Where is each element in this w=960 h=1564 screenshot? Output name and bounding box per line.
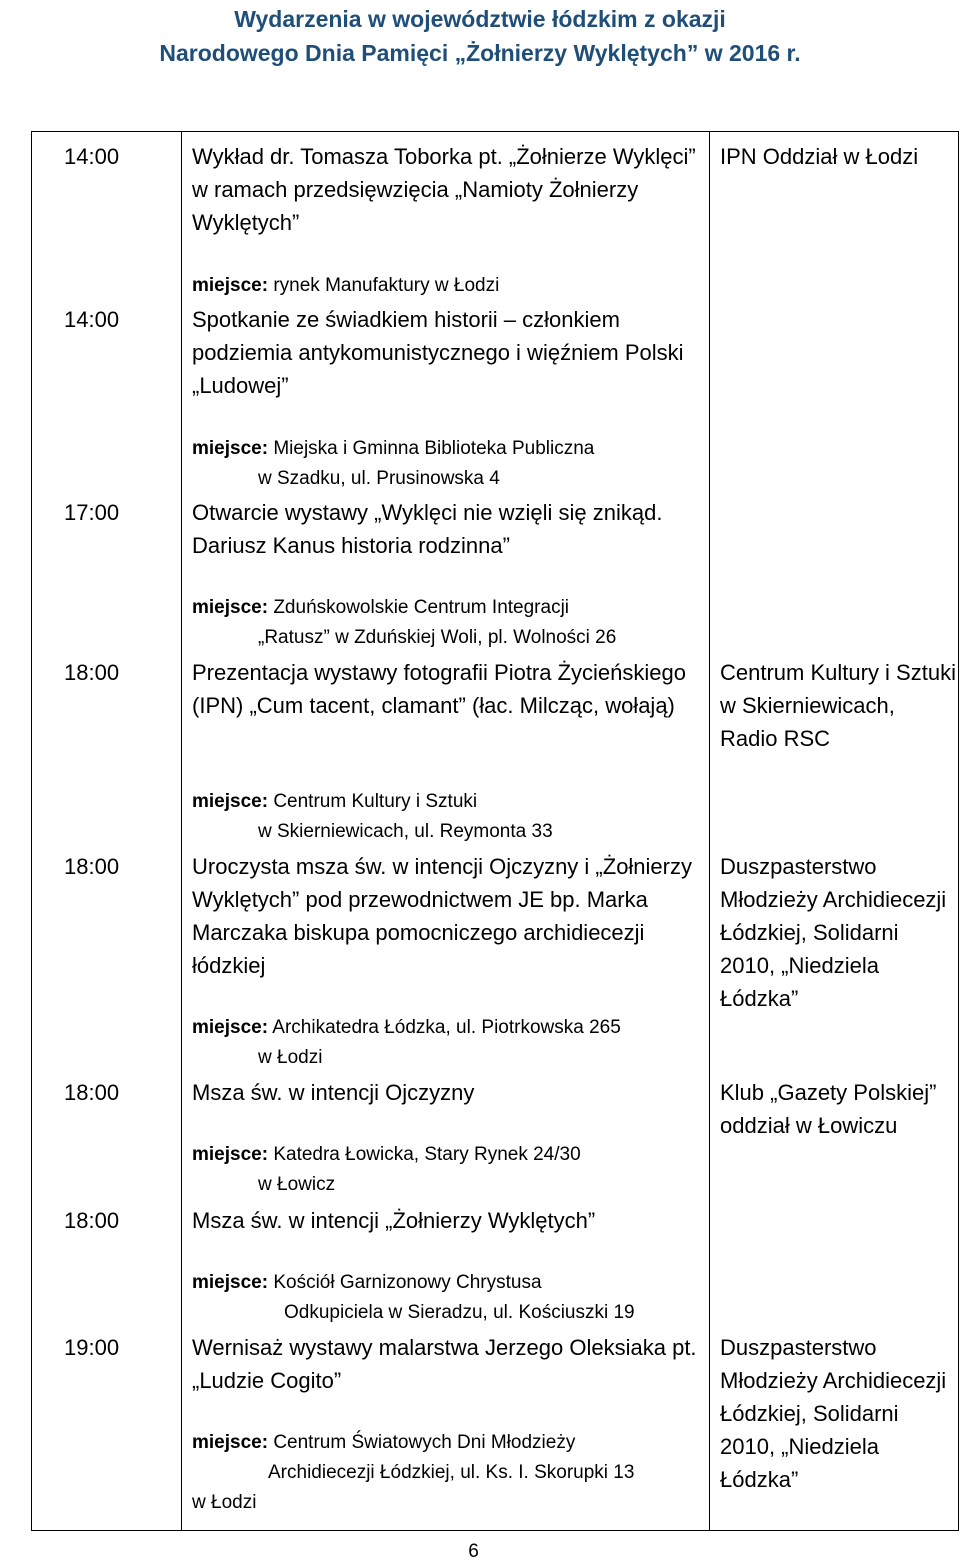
place-line-1: Miejska i Gminna Biblioteka Publiczna (273, 438, 595, 459)
event-description: Msza św. w intencji Ojczyzny (192, 1080, 475, 1105)
event-time: 18:00 (64, 1208, 120, 1233)
event-time: 14:00 (64, 144, 120, 169)
place-line-3: w Łodzi (192, 1492, 257, 1513)
title-line-2: Narodowego Dnia Pamięci „Żołnierzy Wyklętych” w 2016 r. (159, 40, 801, 66)
event-time: 17:00 (64, 500, 120, 525)
place-label: miejsce: (192, 791, 269, 812)
event-description: Uroczysta msza św. w intencji Ojczyzny i „Żołnierzy Wyklętych” pod przewodnictwem JE bp. Marka Marczaka biskupa pomocniczego archidiecezji łódzkiej (192, 854, 692, 978)
events-table (31, 131, 959, 1531)
event-place (192, 1268, 714, 1328)
event-time: 14:00 (64, 307, 120, 332)
place-label: miejsce: (192, 1272, 269, 1293)
event-time: 19:00 (64, 1335, 120, 1360)
place-label: miejsce: (192, 275, 269, 296)
event-description: Spotkanie ze świadkiem historii – członkiem podziemia antykomunistycznego i więźniem Polski „Ludowej” (192, 307, 684, 398)
column-divider-time (181, 132, 182, 1530)
event-organizer: Duszpasterstwo Młodzieży Archidiecezji Łódzkiej, Solidarni 2010, „Niedziela Łódzka” (720, 854, 947, 1011)
event-place (192, 271, 714, 301)
place-line-2: Odkupiciela w Sieradzu, ul. Kościuszki 19 (284, 1302, 635, 1323)
place-label: miejsce: (192, 1144, 269, 1165)
event-organizer: Duszpasterstwo Młodzieży Archidiecezji Łódzkiej, Solidarni 2010, „Niedziela Łódzka” (720, 1335, 947, 1492)
event-organizer: Centrum Kultury i Sztuki w Skierniewicach, Radio RSC (720, 660, 956, 751)
event-place (192, 787, 714, 847)
event-organizer: Klub „Gazety Polskiej” oddział w Łowiczu (720, 1080, 937, 1138)
event-description: Msza św. w intencji „Żołnierzy Wyklętych” (192, 1208, 596, 1233)
event-description: Otwarcie wystawy „Wyklęci nie wzięli się znikąd. Dariusz Kanus historia rodzinna” (192, 500, 663, 558)
place-line-1: Zduńskowolskie Centrum Integracji (273, 597, 570, 618)
table-border-left (31, 132, 32, 1530)
place-line-2: Archidiecezji Łódzkiej, ul. Ks. I. Skorupki 13 (268, 1462, 635, 1483)
place-line-2: w Skierniewicach, ul. Reymonta 33 (258, 821, 553, 842)
place-line-1: Centrum Światowych Dni Młodzieży (273, 1432, 576, 1453)
event-time: 18:00 (64, 660, 120, 685)
event-description: Wernisaż wystawy malarstwa Jerzego Oleksiaka pt. „Ludzie Cogito” (192, 1335, 697, 1393)
event-description: Wykład dr. Tomasza Toborka pt. „Żołnierze Wyklęci” w ramach przedsięwzięcia „Namioty Żołnierzy Wyklętych” (192, 144, 696, 235)
event-place (192, 1140, 714, 1200)
place-label: miejsce: (192, 438, 269, 459)
page-number: 6 (468, 1541, 479, 1562)
event-place (192, 593, 714, 653)
event-place (192, 1013, 714, 1073)
event-description: Prezentacja wystawy fotografii Piotra Życieńskiego (IPN) „Cum tacent, clamant” (łac. Milcząc, wołają) (192, 660, 686, 718)
title-line-1: Wydarzenia w województwie łódzkim z okazji (234, 6, 726, 32)
place-label: miejsce: (192, 1432, 269, 1453)
place-line-2: „Ratusz” w Zduńskiej Woli, pl. Wolności 26 (258, 627, 617, 648)
place-line-1: rynek Manufaktury w Łodzi (273, 275, 500, 296)
place-line-2: w Szadku, ul. Prusinowska 4 (258, 468, 500, 489)
event-time: 18:00 (64, 854, 120, 879)
place-line-1: Centrum Kultury i Sztuki (273, 791, 478, 812)
event-organizer: IPN Oddział w Łodzi (720, 144, 919, 169)
event-time: 18:00 (64, 1080, 120, 1105)
place-line-2: w Łodzi (258, 1047, 323, 1068)
event-place (192, 434, 714, 494)
place-line-1: Katedra Łowicka, Stary Rynek 24/30 (273, 1144, 581, 1165)
place-line-1: Kościół Garnizonowy Chrystusa (273, 1272, 542, 1293)
event-place (192, 1428, 714, 1518)
document-title (0, 2, 960, 70)
place-label: miejsce: (192, 1017, 269, 1038)
place-line-2: w Łowicz (258, 1174, 336, 1195)
table-border-right (958, 132, 959, 1530)
place-line-1: Archikatedra Łódzka, ul. Piotrkowska 265 (272, 1017, 621, 1038)
place-label: miejsce: (192, 597, 269, 618)
